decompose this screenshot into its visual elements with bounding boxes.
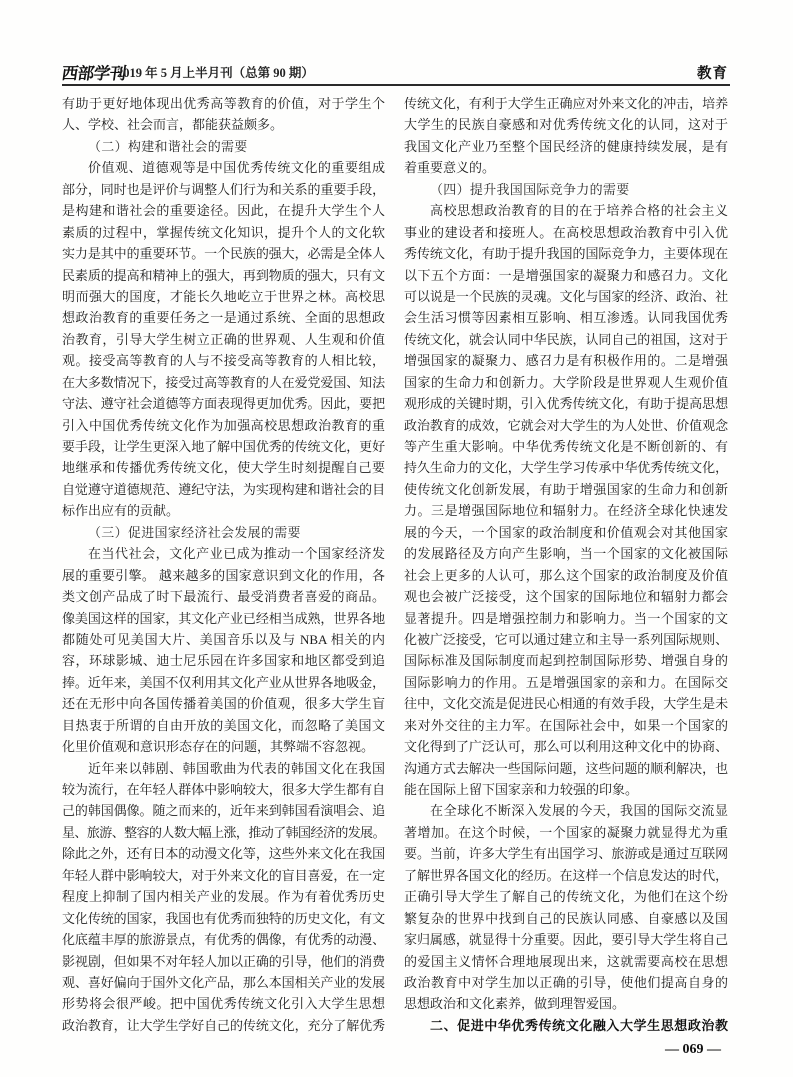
text-line: 增强国家的凝聚力、感召力是有积极作用的。二是增强 [404, 353, 728, 369]
text-line: 事业的建设者和接班人。在高校思想政治教育中引入优 [404, 224, 728, 240]
text-line: 观也会被广泛接受，这个国家的国际地位和辐射力都会 [404, 589, 728, 605]
text-line: 国家的生命力和创新力。大学阶段是世界观人生观价值 [404, 374, 728, 390]
paragraph [404, 800, 728, 1014]
text-line: 地继承和传播优秀传统文化，使大学生时刻提醒自己要 [62, 460, 385, 476]
text-line: 明而强大的国度，才能长久地屹立于世界之林。高校思 [62, 288, 385, 304]
text-line: 有助于更好地体现出优秀高等教育的价值，对于学生个 [62, 96, 385, 111]
text-line: 等产生重大影响。中华优秀传统文化是不断创新的、有 [404, 439, 728, 454]
text-line: 著增加。在这个时候，一个国家的凝聚力就显得尤为重 [404, 824, 728, 840]
text-line: 素质的过程中，掌握传统文化知识，提升个人的文化软 [62, 224, 385, 240]
text-line: 着重要意义的。 [404, 160, 496, 176]
text-line: 使传统文化创新发展，有助于增强国家的生命力和创新 [404, 481, 728, 497]
text-line: 引入中国优秀传统文化作为加强高校思想政治教育的重 [62, 417, 385, 433]
text-line: 正确引导大学生了解自己的传统文化，为他们在这个纷 [404, 889, 728, 905]
paragraph [62, 758, 385, 1037]
text-line: 思想政治和文化素养，做到理智爱国。 [404, 996, 626, 1012]
text-line: 家归属感，就显得十分重要。因此，要引导大学生将自己 [404, 932, 728, 948]
text-line: 高校思想政治教育的目的在于培养合格的社会主义 [430, 203, 728, 219]
section-heading: 二、促进中华优秀传统文化融入大学生思想政治教 [430, 1017, 728, 1033]
paragraph [404, 93, 728, 179]
text-line: 展的重要引擎。 越来越多的国家意识到文化的作用，各 [62, 567, 385, 583]
journal-logo: 西部学刊 [60, 64, 128, 83]
text-line: 了解世界各国文化的经历。在这样一个信息发达的时代， [404, 867, 728, 883]
text-line: 国际标准及国际制度而起到控制国际形势、增强自身的 [404, 653, 728, 669]
left-column [62, 93, 385, 1036]
text-line: 化被广泛接受，它可以通过建立和主导一系列国际规则、 [404, 631, 728, 647]
text-line: 力。三是增强国际地位和辐射力。在经济全球化快速发 [404, 503, 728, 519]
text-line: 星、旅游、整容的人数大幅上涨，推动了韩国经济的发展。 [62, 824, 385, 840]
text-line: 治教育，引导大学生树立正确的世界观、人生观和价值 [62, 331, 385, 347]
text-line: 化里价值观和意识形态存在的问题，其弊端不容忽视。 [62, 739, 375, 755]
text-line: 较为流行，在年轻人群体中影响较大，很多大学生都有自 [62, 782, 385, 797]
subheading: （四）提升我国国际竞争力的需要 [430, 181, 630, 197]
text-line: 捧。近年来，美国不仅利用其文化产业从世界各地吸金， [62, 674, 385, 690]
text-line: 往中，文化交流是促进民心相通的有效手段，大学生是未 [404, 696, 728, 712]
page-number: — 069 — [665, 1042, 721, 1057]
text-line: 文化传统的国家，我国也有优秀而独特的历史文化，有文 [62, 910, 385, 926]
text-line: 像美国这样的国家，其文化产业已经相当成熟，世界各地 [62, 610, 385, 626]
text-line: 都随处可见美国大片、美国音乐以及与 NBA 相关的内 [62, 631, 385, 647]
text-line: 价值观、道德观等是中国优秀传统文化的重要组成 [88, 160, 385, 176]
subheading: （三）促进国家经济社会发展的需要 [88, 524, 301, 540]
header-rule [62, 84, 730, 86]
text-line: 化底蕴丰厚的旅游景点，有优秀的偶像，有优秀的动漫、 [62, 932, 385, 948]
section-label: 教育 [697, 66, 728, 82]
text-line: 类文创产品成了时下最流行、最受消费者喜爱的商品。 [62, 589, 385, 605]
text-line: 容，环球影城、迪士尼乐园在许多国家和地区都受到追 [62, 653, 385, 669]
right-column [404, 93, 728, 1036]
text-line: 可以说是一个民族的灵魂。文化与国家的经济、政治、社 [404, 288, 728, 304]
text-line: 人、学校、社会而言，都能获益颇多。 [62, 117, 284, 133]
page-header [62, 60, 730, 82]
text-line: 传统文化，有利于大学生正确应对外来文化的冲击，培养 [404, 96, 728, 111]
text-line: 的爱国主义情怀合理地展现出来，这就需要高校在思想 [404, 953, 728, 969]
text-line: 程度上抑制了国内相关产业的发展。作为有着优秀历史 [62, 889, 385, 905]
text-line: 政治教育，让大学生学好自己的传统文化，充分了解优秀 [62, 1017, 385, 1033]
text-line: 繁复杂的世界中找到自己的民族认同感、自豪感以及国 [404, 910, 728, 926]
text-line: 部分，同时也是评价与调整人们行为和关系的重要手段， [62, 181, 385, 197]
text-line: 形势将会很严峻。把中国优秀传统文化引入大学生思想 [62, 996, 385, 1012]
paragraph [62, 157, 385, 521]
text-line: 文化得到了广泛认可，那么可以利用这种文化中的协商、 [404, 739, 728, 755]
text-line: 观形成的关键时期，引入优秀传统文化，有助于提高思想 [404, 396, 728, 412]
text-line: 在大多数情况下，接受过高等教育的人在爱党爱国、知法 [62, 374, 385, 390]
paragraph [404, 200, 728, 800]
text-line: 自觉遵守道德规范、遵纪守法，为实现构建和谐社会的目 [62, 481, 385, 497]
text-line: 展的今天，一个国家的政治制度和价值观会对其他国家 [404, 524, 728, 540]
text-line: 沟通方式去解决一些国际问题，这些问题的顺利解决，也 [404, 760, 728, 776]
text-line: 影视剧，但如果不对年轻人加以正确的引导，他们的消费 [62, 953, 385, 969]
text-line: 年轻人群中影响较大，对于外来文化的盲目喜爱，在一定 [62, 867, 385, 883]
subheading: （二）构建和谐社会的需要 [88, 138, 248, 154]
text-line: 传统文化，就会认同中华民族，认同自己的祖国，这对于 [404, 331, 728, 347]
text-line: 会生活习惯等因素相互影响、相互渗透。认同我国优秀 [404, 310, 728, 326]
text-line: 政治教育中对学生加以正确的引导，使他们提高自身的 [404, 974, 728, 990]
text-line: 近年来以韩剧、韩国歌曲为代表的韩国文化在我国 [88, 760, 385, 776]
text-line: 国际影响力的作用。五是增强国家的亲和力。在国际交 [404, 674, 728, 690]
text-line: 社会上更多的人认可，那么这个国家的政治制度及价值 [404, 567, 728, 583]
text-line: 政治教育的成效，它就会对大学生的为人处世、价值观念 [404, 417, 728, 433]
text-line: 在当代社会，文化产业已成为推动一个国家经济发 [88, 546, 385, 562]
text-line: 要手段，让学生更深入地了解中国优秀的传统文化，更好 [62, 439, 385, 454]
text-line: 要。当前，许多大学生有出国学习、旅游或是通过互联网 [404, 846, 728, 862]
text-line: 秀传统文化，有助于提升我国的国际竞争力，主要体现在 [404, 246, 728, 262]
text-line: 我国文化产业乃至整个国民经济的健康持续发展，是有 [404, 138, 728, 154]
text-line: 实力是其中的重要环节。一个民族的强大，必需是全体人 [62, 246, 385, 262]
text-line: 能在国际上留下国家亲和力较强的印象。 [404, 782, 639, 797]
paragraph [62, 93, 385, 136]
text-line: 来对外交往的主力军。在国际社会中，如果一个国家的 [404, 717, 728, 733]
issue-info: 2019 年 5 月上半月刊（总第 90 期） [117, 66, 314, 80]
text-line: 大学生的民族自豪感和对优秀传统文化的认同，这对于 [404, 117, 728, 133]
paragraph [62, 543, 385, 757]
text-line: 的发展路径及方向产生影响，当一个国家的文化被国际 [404, 546, 728, 562]
text-line: 在全球化不断深入发展的今天，我国的国际交流显 [430, 803, 728, 819]
text-line: 观。接受高等教育的人与不接受高等教育的人相比较， [62, 353, 385, 369]
text-line: 想政治教育的重要任务之一是通过系统、全面的思想政 [62, 310, 385, 326]
text-line: 是构建和谐社会的重要途径。因此，在提升大学生个人 [62, 203, 385, 219]
text-line: 除此之外，还有日本的动漫文化等，这些外来文化在我国 [62, 846, 385, 862]
text-line: 民素质的提高和精神上的强大，再到物质的强大，只有文 [62, 267, 385, 283]
text-line: 目热衷于所谓的自由开放的美国文化，而忽略了美国文 [62, 717, 385, 733]
text-line: 标作出应有的贡献。 [62, 503, 180, 519]
text-line: 己的韩国偶像。随之而来的，近年来到韩国看演唱会、追 [62, 803, 385, 819]
text-line: 还在无形中向各国传播着美国的价值观，很多大学生盲 [62, 696, 385, 712]
text-line: 以下五个方面：一是增强国家的凝聚力和感召力。文化 [404, 267, 728, 283]
text-line: 观、喜好偏向于国外文化产品，那么本国相关产业的发展 [62, 974, 385, 990]
text-line: 持久生命力的文化，大学生学习传承中华优秀传统文化， [404, 460, 728, 476]
text-line: 显著提升。四是增强控制力和影响力。当一个国家的文 [404, 610, 728, 626]
text-line: 守法、遵守社会道德等方面表现得更加优秀。因此，要把 [62, 396, 385, 412]
